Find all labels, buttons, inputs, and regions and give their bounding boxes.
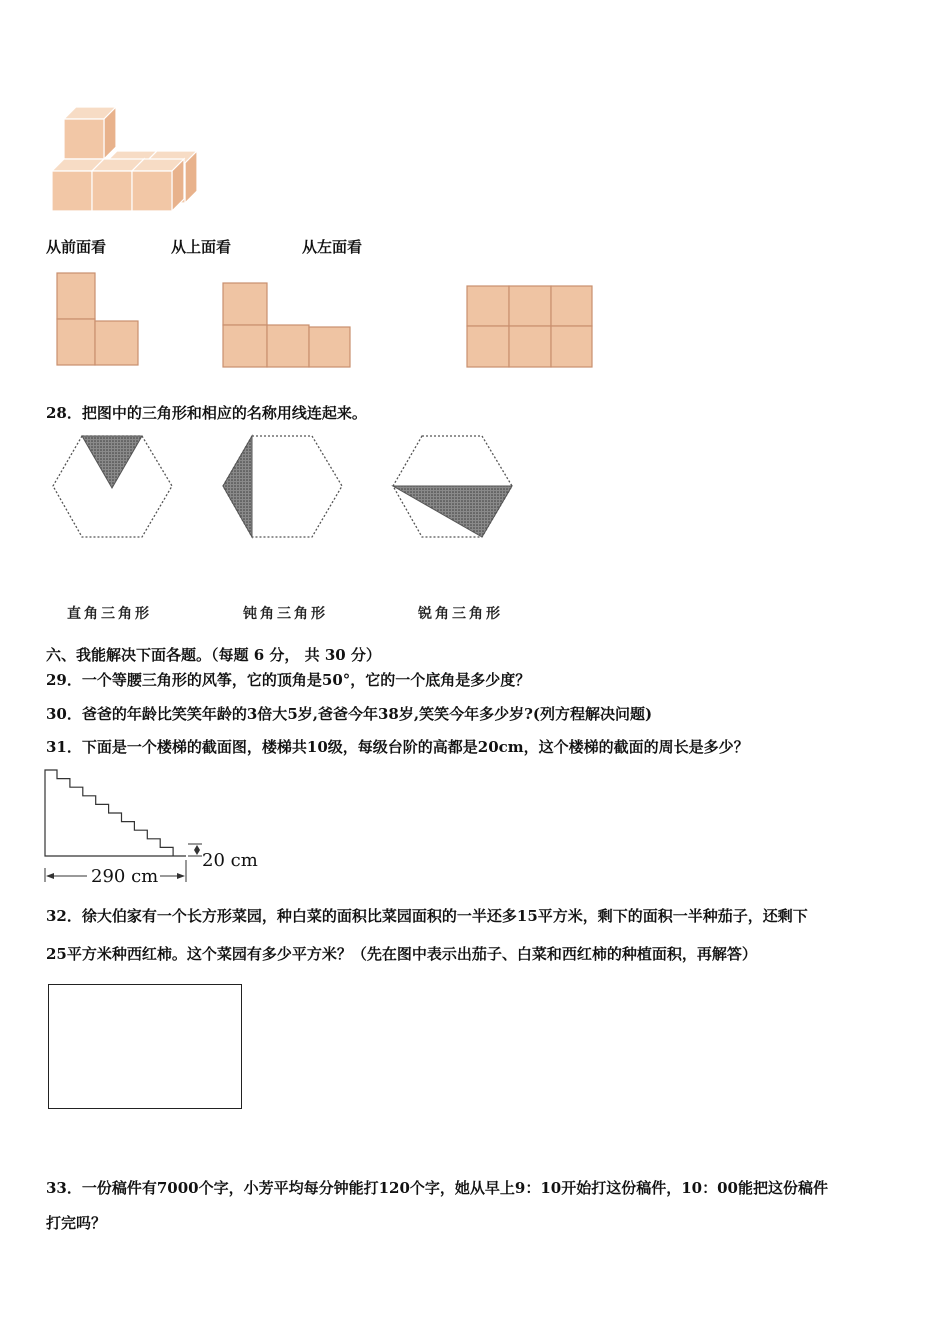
question-30: 30．爸爸的年龄比笑笑年龄的3倍大5岁,爸爸今年38岁,笑笑今年多少岁?(列方程解决问题) <box>46 705 653 723</box>
question-32-line2: 25平方米种西红柿。这个菜园有多少平方米？（先在图中表示出茄子、白菜和西红柿的种植面积，再解答） <box>46 945 757 963</box>
front-view-figure <box>56 272 146 368</box>
left-view-label: 从左面看 <box>302 238 363 256</box>
top-view-figure <box>222 282 354 372</box>
question-29: 29．一个等腰三角形的风筝，它的顶角是50°，它的一个底角是多少度？ <box>46 671 531 689</box>
cube-stack-figure <box>50 105 205 215</box>
name-right-triangle: 直角三角形 <box>67 606 152 622</box>
hexagon-acute-triangle <box>392 434 514 540</box>
staircase-outline <box>45 770 186 856</box>
front-view-label: 从前面看 <box>46 238 107 256</box>
question-33-line2: 打完吗？ <box>46 1214 107 1232</box>
hexagon-right-triangle <box>52 434 174 540</box>
stair-height-label: 20 cm <box>202 850 258 871</box>
stair-width-label: 290 cm <box>91 866 159 887</box>
section-6-heading: 六、我能解决下面各题。（每题 6 分， 共 30 分） <box>46 646 381 664</box>
question-33-line1: 33．一份稿件有7000个字，小芳平均每分钟能打120个字，她从早上9：10开始打这份稿件，10：00能把这份稿件 <box>46 1179 828 1197</box>
question-31: 31．下面是一个楼梯的截面图，楼梯共10级，每级台阶的高都是20cm，这个楼梯的截面的周长是多少？ <box>46 738 749 756</box>
hexagon-obtuse-triangle <box>222 434 344 540</box>
left-view-figure <box>466 285 596 371</box>
cube-front-3 <box>132 159 184 211</box>
name-acute-triangle: 锐角三角形 <box>418 606 503 622</box>
name-obtuse-triangle: 钝角三角形 <box>243 606 328 622</box>
question-28: 28．把图中的三角形和相应的名称用线连起来。 <box>46 404 367 422</box>
garden-rectangle <box>48 984 242 1109</box>
top-view-label: 从上面看 <box>171 238 232 256</box>
cube-top-1 <box>64 107 116 159</box>
question-32-line1: 32．徐大伯家有一个长方形菜园，种白菜的面积比菜园面积的一半还多15平方米，剩下的面积一半种茄子，还剩下 <box>46 907 808 925</box>
